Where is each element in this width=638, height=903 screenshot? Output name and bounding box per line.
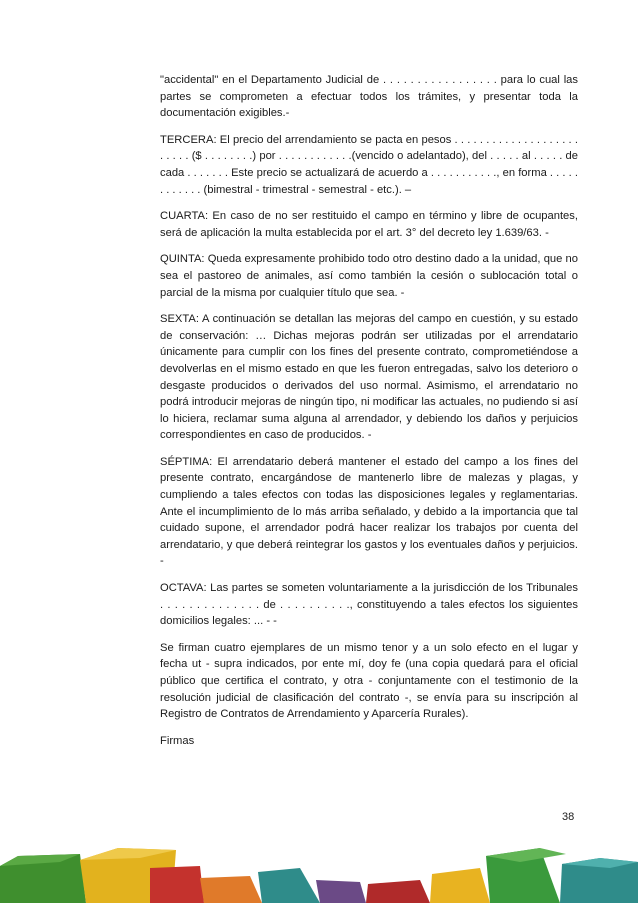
footer-block-red-right xyxy=(366,880,430,903)
footer-decoration xyxy=(0,838,638,903)
paragraph-accidental: "accidental" en el Departamento Judicial de . . . . . . . . . . . . . . . . . para lo cual las partes se comprometen a efectuar todos los trámites, y presentar toda la documentación exigibles.- xyxy=(160,74,578,120)
paragraph-closing: Se firman cuatro ejemplares de un mismo tenor y a un solo efecto en el lugar y fecha ut - supra indicados, por ente mí, doy fe (una copia quedará para el oficial público que certifica el contrato, y otra - conjuntamente con el testimonio de la resolución judicial de clasificación del contrato -, se envía para su inscripción al Registro de Contratos de Arrendamiento y Aparcería Rurales). xyxy=(160,641,578,721)
paragraph-cuarta: CUARTA: En caso de no ser restituido el campo en término y libre de ocupantes, será de aplicación la multa establecida por el art. 3° del decreto ley 1.639/63. - xyxy=(160,210,578,239)
footer-block-teal xyxy=(258,868,320,903)
paragraph-sexta: SEXTA: A continuación se detallan las mejoras del campo en cuestión, y su estado de conservación: … Dichas mejoras podrán ser utilizadas por el arrendatario únicamente para cumplir con los fines del presente contrato, comprometiéndose a devolverlas en el mismo estado en que les fueron entregadas, salvo los deterioro o desgaste producidos o derivados del uso normal. Asimismo, el arrendatario no podrá introducir mejoras de ningún tipo, ni modificar las actuales, no pudiendo si así lo hiciera, reclamar suma alguna al arrendador, y debiendo los daños y perjuicios correspondientes en caso de producidos. - xyxy=(160,313,578,442)
page-number: 38 xyxy=(562,811,575,823)
footer-block-yellow-right xyxy=(430,868,490,903)
footer-block-orange xyxy=(200,876,262,903)
paragraph-tercera: TERCERA: El precio del arrendamiento se pacta en pesos . . . . . . . . . . . . . . . . . . . . . . . . . ($ . . . . . . . .) por . . . . . . . . . . . .(vencido o adelantado), del . . . . . al . . . . . de cada . . . . . . . Este precio se actualizará de acuerdo a . . . . . . . . . . ., en forma . . . . . . . . . . . . (bimestral - trimestral - semestral - etc.). – xyxy=(160,133,578,196)
document-body xyxy=(160,72,578,759)
paragraph-firmas: Firmas xyxy=(160,734,195,747)
paragraph-octava: OCTAVA: Las partes se someten voluntariamente a la jurisdicción de los Tribunales . . . . . . . . . . . . . . de . . . . . . . . . ., constituyendo a tales efectos los siguientes domicilios legales: ... - - xyxy=(160,582,578,628)
footer-block-red xyxy=(150,866,204,903)
paragraph-septima: SÉPTIMA: El arrendatario deberá mantener el estado del campo a los fines del presente contrato, encargándose de mantenerlo libre de malezas y plagas, y cumpliendo a tales efectos con todas las disposiciones legales y reglamentarias. Ante el incumplimiento de lo más arriba señalado, y debido a la importancia que tal cuidado supone, el arrendador podrá hacer realizar los trabajos por cuenta del arrendatario, y que deberá reintegrar los gastos y los eventuales daños y perjuicios. - xyxy=(160,455,578,568)
footer-block-purple xyxy=(316,880,366,903)
paragraph-quinta: QUINTA: Queda expresamente prohibido todo otro destino dado a la unidad, que no sea el pastoreo de animales, así como también la cesión o sublocación total o parcial de la misma por cualquier título que sea. - xyxy=(160,253,578,299)
